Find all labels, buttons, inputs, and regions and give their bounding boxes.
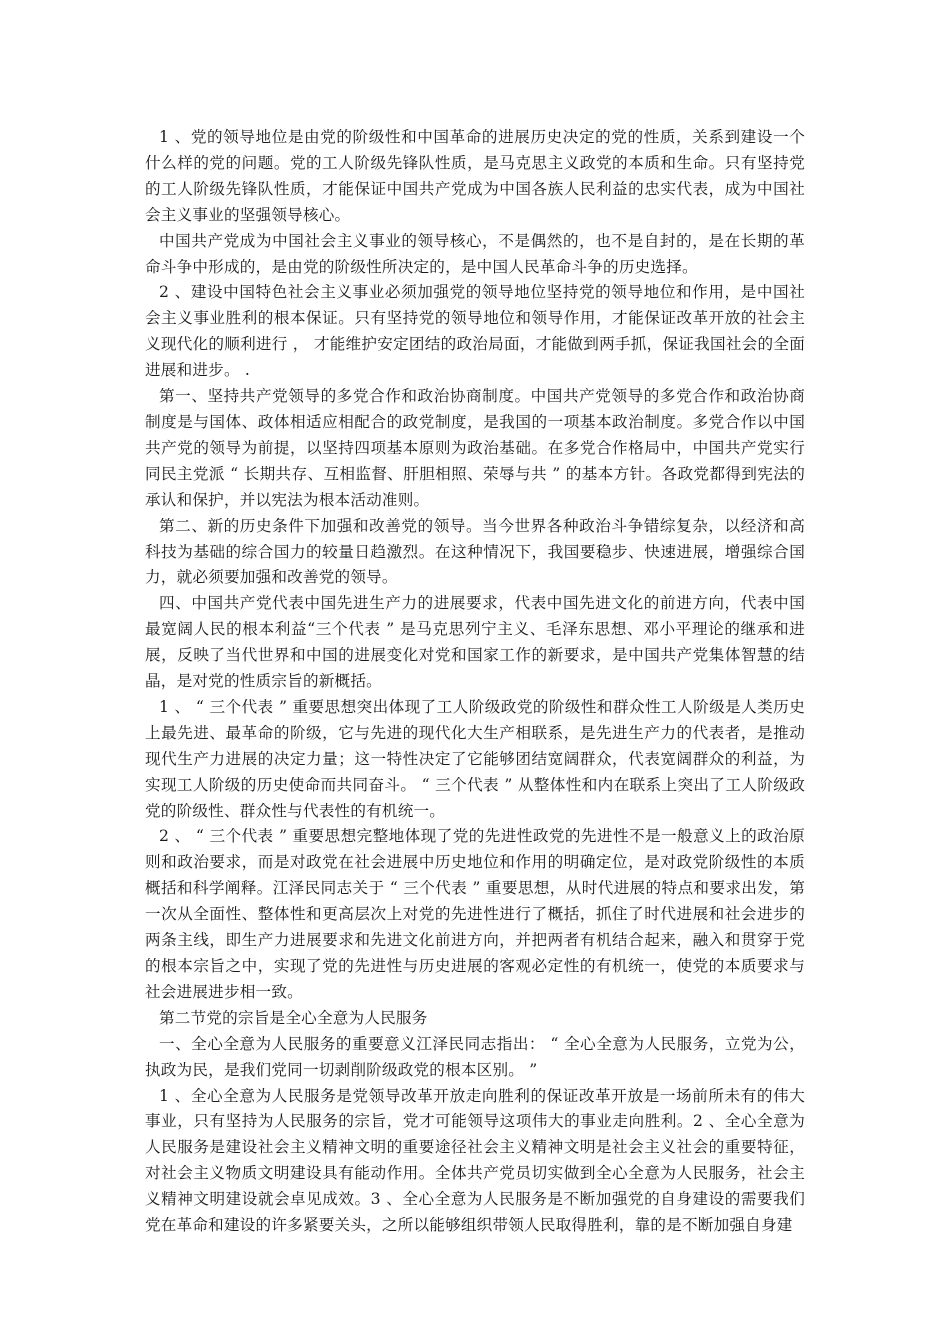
document-body	[145, 125, 805, 1239]
paragraph-11: 1 、全心全意为人民服务是党领导改革开放走向胜利的保证改革开放是一场前所未有的伟大事业，只有坚持为人民服务的宗旨，党才可能领导这项伟大的事业走向胜利。2 、全心全意为人民服务是建设社会主义精神文明的重要途径社会主义精神文明是社会主义社会的重要特征，对社会主义物质文明建设具有能动作用。全体共产党员切实做到全心全意为人民服务，社会主义精神文明建设就会卓见成效。3 、全心全意为人民服务是不断加强党的自身建设的需要我们党在革命和建设的许多紧要关头，之所以能够组织带领人民取得胜利，靠的是不断加强自身建	[145, 1086, 805, 1235]
paragraph-6: 四、中国共产党代表中国先进生产力的进展要求，代表中国先进文化的前进方向，代表中国最宽阔人民的根本利益“三个代表 ” 是马克思列宁主义、毛泽东思想、邓小平理论的继承和进展，反映了当代世界和中国的进展变化对党和国家工作的新要求，是中国共产党集体智慧的结晶，是对党的性质宗旨的新概括。	[145, 594, 805, 691]
paragraph-7: 1 、 “ 三个代表 ” 重要思想突出体现了工人阶级政党的阶级性和群众性工人阶级是人类历史上最先进、最革命的阶级，它与先进的现代化大生产相联系，是先进生产力的代表者，是推动现代生产力进展的决定力量；这一特性决定了它能够团结宽阔群众，代表宽阔群众的利益，为实现工人阶级的历史使命而共同奋斗。 “ 三个代表 ” 从整体性和内在联系上突出了工人阶级政党的阶级性、群众性与代表性的有机统一。	[145, 697, 805, 820]
paragraph-3: 2 、建设中国特色社会主义事业必须加强党的领导地位坚持党的领导地位和作用，是中国社会主义事业胜利的根本保证。只有坚持党的领导地位和领导作用，才能保证改革开放的社会主义现代化的顺利进行 ， 才能维护安定团结的政治局面，才能做到两手抓，保证我国社会的全面进展和进步。 .	[145, 283, 805, 380]
section-heading: 第二节党的宗旨是全心全意为人民服务	[159, 1008, 428, 1027]
paragraph-4: 第一、坚持共产党领导的多党合作和政治协商制度。中国共产党领导的多党合作和政治协商制度是与国体、政体相适应相配合的政党制度，是我国的一项基本政治制度。多党合作以中国共产党的领导为前提，以坚持四项基本原则为政治基础。在多党合作格局中，中国共产党实行同民主党派 “ 长期共存、互相监督、肝胆相照、荣辱与共 ” 的基本方针。各政党都得到宪法的承认和保护，并以宪法为根本活动准则。	[145, 387, 805, 509]
paragraph-2: 中国共产党成为中国社会主义事业的领导核心，不是偶然的，也不是自封的，是在长期的革命斗争中形成的，是由党的阶级性所决定的，是中国人民革命斗争的历史选择。	[145, 231, 805, 276]
paragraph-10: 一、全心全意为人民服务的重要意义江泽民同志指出： “ 全心全意为人民服务，立党为公，执政为民，是我们党同一切剥削阶级政党的根本区别。 ”	[145, 1034, 805, 1079]
paragraph-1: 1 、党的领导地位是由党的阶级性和中国革命的进展历史决定的党的性质，关系到建设一个什么样的党的问题。党的工人阶级先锋队性质，是马克思主义政党的本质和生命。只有坚持党的工人阶级先锋队性质，才能保证中国共产党成为中国各族人民利益的忠实代表，成为中国社会主义事业的坚强领导核心。	[145, 128, 805, 224]
paragraph-5: 第二、新的历史条件下加强和改善党的领导。当今世界各种政治斗争错综复杂，以经济和高科技为基础的综合国力的较量日趋激烈。在这种情况下，我国要稳步、快速进展，增强综合国力，就必须要加强和改善党的领导。	[145, 516, 805, 587]
paragraph-8: 2 、 “ 三个代表 ” 重要思想完整地体现了党的先进性政党的先进性不是一般意义上的政治原则和政治要求，而是对政党在社会进展中历史地位和作用的明确定位，是对政党阶级性的本质概括和科学阐释。江泽民同志关于 “ 三个代表 ” 重要思想，从时代进展的特点和要求出发，第一次从全面性、整体性和更高层次上对党的先进性进行了概括，抓住了时代进展和社会进步的两条主线，即生产力进展要求和先进文化前进方向，并把两者有机结合起来，融入和贯穿于党的根本宗旨之中，实现了党的先进性与历史进展的客观必定性的有机统一，使党的本质要求与社会进展进步相一致。	[145, 827, 805, 1001]
